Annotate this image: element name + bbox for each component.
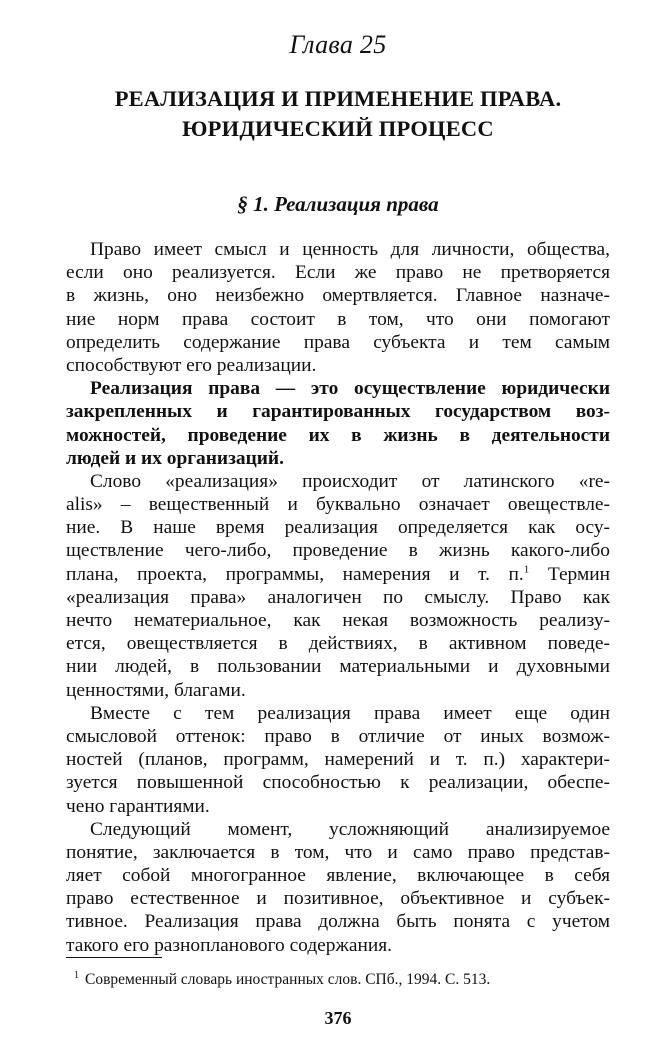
text-line: ние. В наше время реализация определяется как осу- (66, 517, 610, 539)
text-line: если оно реализуется. Если же право не претворяется (66, 262, 610, 284)
text-line-part: Термин (529, 563, 610, 585)
text-line: Вместе с тем реализация права имеет еще один (90, 702, 610, 724)
text-line-with-footnote (66, 563, 610, 586)
text-line: ляет собой многогранное явление, включающее в себя (66, 865, 610, 887)
text-line: способствуют его реализации. (66, 354, 317, 376)
text-line: Следующий момент, усложняющий анализируемое (90, 818, 610, 840)
text-line: ется, овеществляется в действиях, в активном поведе- (66, 633, 610, 655)
paragraph-2-definition (66, 377, 610, 470)
chapter-title-line-2: ЮРИДИЧЕСКИЙ ПРОЦЕСС (182, 116, 494, 141)
text-line: ние норм права состоит в том, что они помогают (66, 308, 610, 330)
text-line-part: плана, проекта, программы, намерения и т. п. (66, 563, 524, 585)
paragraph-1 (66, 238, 610, 377)
text-line: ценностями, благами. (66, 679, 246, 701)
text-line: чено гарантиями. (66, 795, 210, 817)
footnote-reference: 1 (523, 563, 530, 576)
text-line: alis» – вещественный и буквально означает овеществле- (66, 494, 610, 516)
paragraph-3 (66, 470, 610, 702)
text-line: Слово «реализация» происходит от латинского «re- (90, 470, 610, 492)
text-line: такого его разнопланового содержания. (66, 934, 393, 956)
chapter-heading: Глава 25 (289, 30, 387, 59)
paragraph-4 (66, 702, 610, 818)
paragraph-5 (66, 818, 610, 957)
book-page (66, 0, 610, 1061)
text-line: Право имеет смысл и ценность для личности, общества, (90, 239, 610, 260)
text-line: можностей, проведение их в жизнь в деятельности (66, 424, 610, 446)
footnote (66, 970, 610, 989)
text-line: зуется повышенной способностью к реализации, обеспе- (66, 772, 610, 794)
chapter-title (66, 84, 610, 144)
footnote-divider (66, 957, 162, 958)
footnote-number: 1 (74, 970, 79, 981)
chapter-title-line-1: РЕАЛИЗАЦИЯ И ПРИМЕНЕНИЕ ПРАВА. (114, 86, 562, 111)
body-text (66, 238, 610, 957)
text-line: ществление чего-либо, проведение в жизнь какого-либо (66, 540, 610, 562)
footnote-text: Современный словарь иностранных слов. СПб., 1994. С. 513. (85, 971, 491, 988)
text-line: тивное. Реализация права должна быть понята с учетом (66, 911, 610, 933)
text-line: нечто нематериальное, как некая возможность реализу- (66, 610, 610, 631)
text-line: закрепленных и гарантированных государством воз- (66, 401, 610, 423)
section-heading: § 1. Реализация права (237, 192, 439, 216)
page-number: 376 (324, 1008, 352, 1028)
text-line: нии людей, в пользовании материальными и духовными (66, 656, 610, 678)
text-line: людей и их организаций. (66, 447, 284, 469)
text-line: право естественное и позитивное, объективное и субъек- (66, 888, 610, 910)
text-line: понятие, заключается в том, что и само право представ- (66, 841, 610, 863)
text-line: «реализация права» аналогичен по смыслу. Право как (66, 586, 610, 608)
text-line: в жизнь, оно неизбежно омертвляется. Главное назначе- (66, 285, 610, 307)
text-line: ностей (планов, программ, намерений и т. п.) характери- (66, 749, 610, 771)
text-line: Реализация права — это осуществление юридически (90, 378, 610, 400)
text-line: смысловой оттенок: право в отличие от иных возмож- (66, 725, 610, 747)
text-line: определить содержание права субъекта и тем самым (66, 331, 610, 353)
